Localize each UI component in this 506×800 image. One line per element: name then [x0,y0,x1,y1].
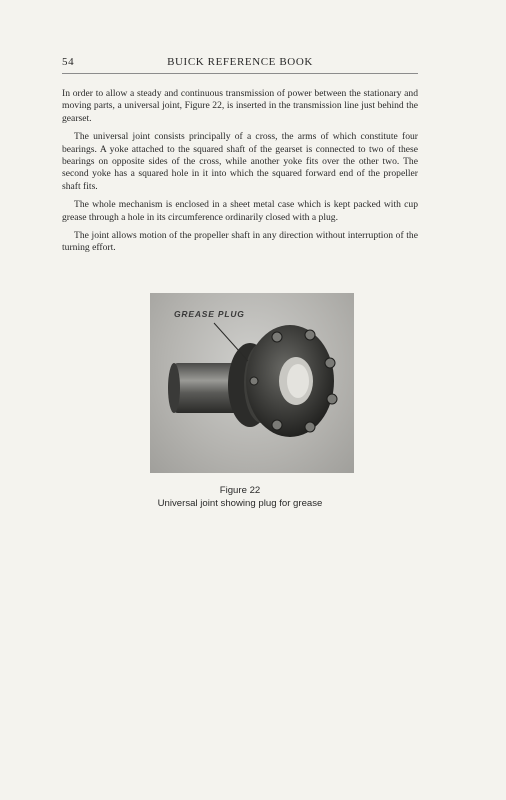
header-rule [62,73,418,74]
universal-joint-illustration [150,293,354,473]
grease-plug-label: GREASE PLUG [174,309,245,319]
paragraph-1: In order to allow a steady and continuous transmission of power between the stationary and moving parts, a universal joint, Figure 22, is inserted in the transmission line just behind the gearset. [62,88,418,124]
page-number: 54 [62,56,75,68]
figure-caption: Universal joint showing plug for grease [157,498,323,509]
running-head: BUICK REFERENCE BOOK [167,56,313,68]
paragraph-4: The joint allows motion of the propeller shaft in any direction without interruption of the turning effort. [62,230,418,254]
body-text [62,88,418,261]
universal-joint-photo [150,293,354,473]
paragraph-3: The whole mechanism is enclosed in a sheet metal case which is kept packed with cup grease through a hole in its circumference ordinarily closed with a plug. [62,199,418,223]
paragraph-2: The universal joint consists principally of a cross, the arms of which constitute four bearings. A yoke attached to the squared shaft of the gearset is connected to two of these bearings on opposite sides of the cross, while another yoke fits over the other two. The second yoke has a squared hole in it into which the squared forward end of the propeller shaft fits. [62,131,418,192]
figure-number: Figure 22 [219,485,261,496]
